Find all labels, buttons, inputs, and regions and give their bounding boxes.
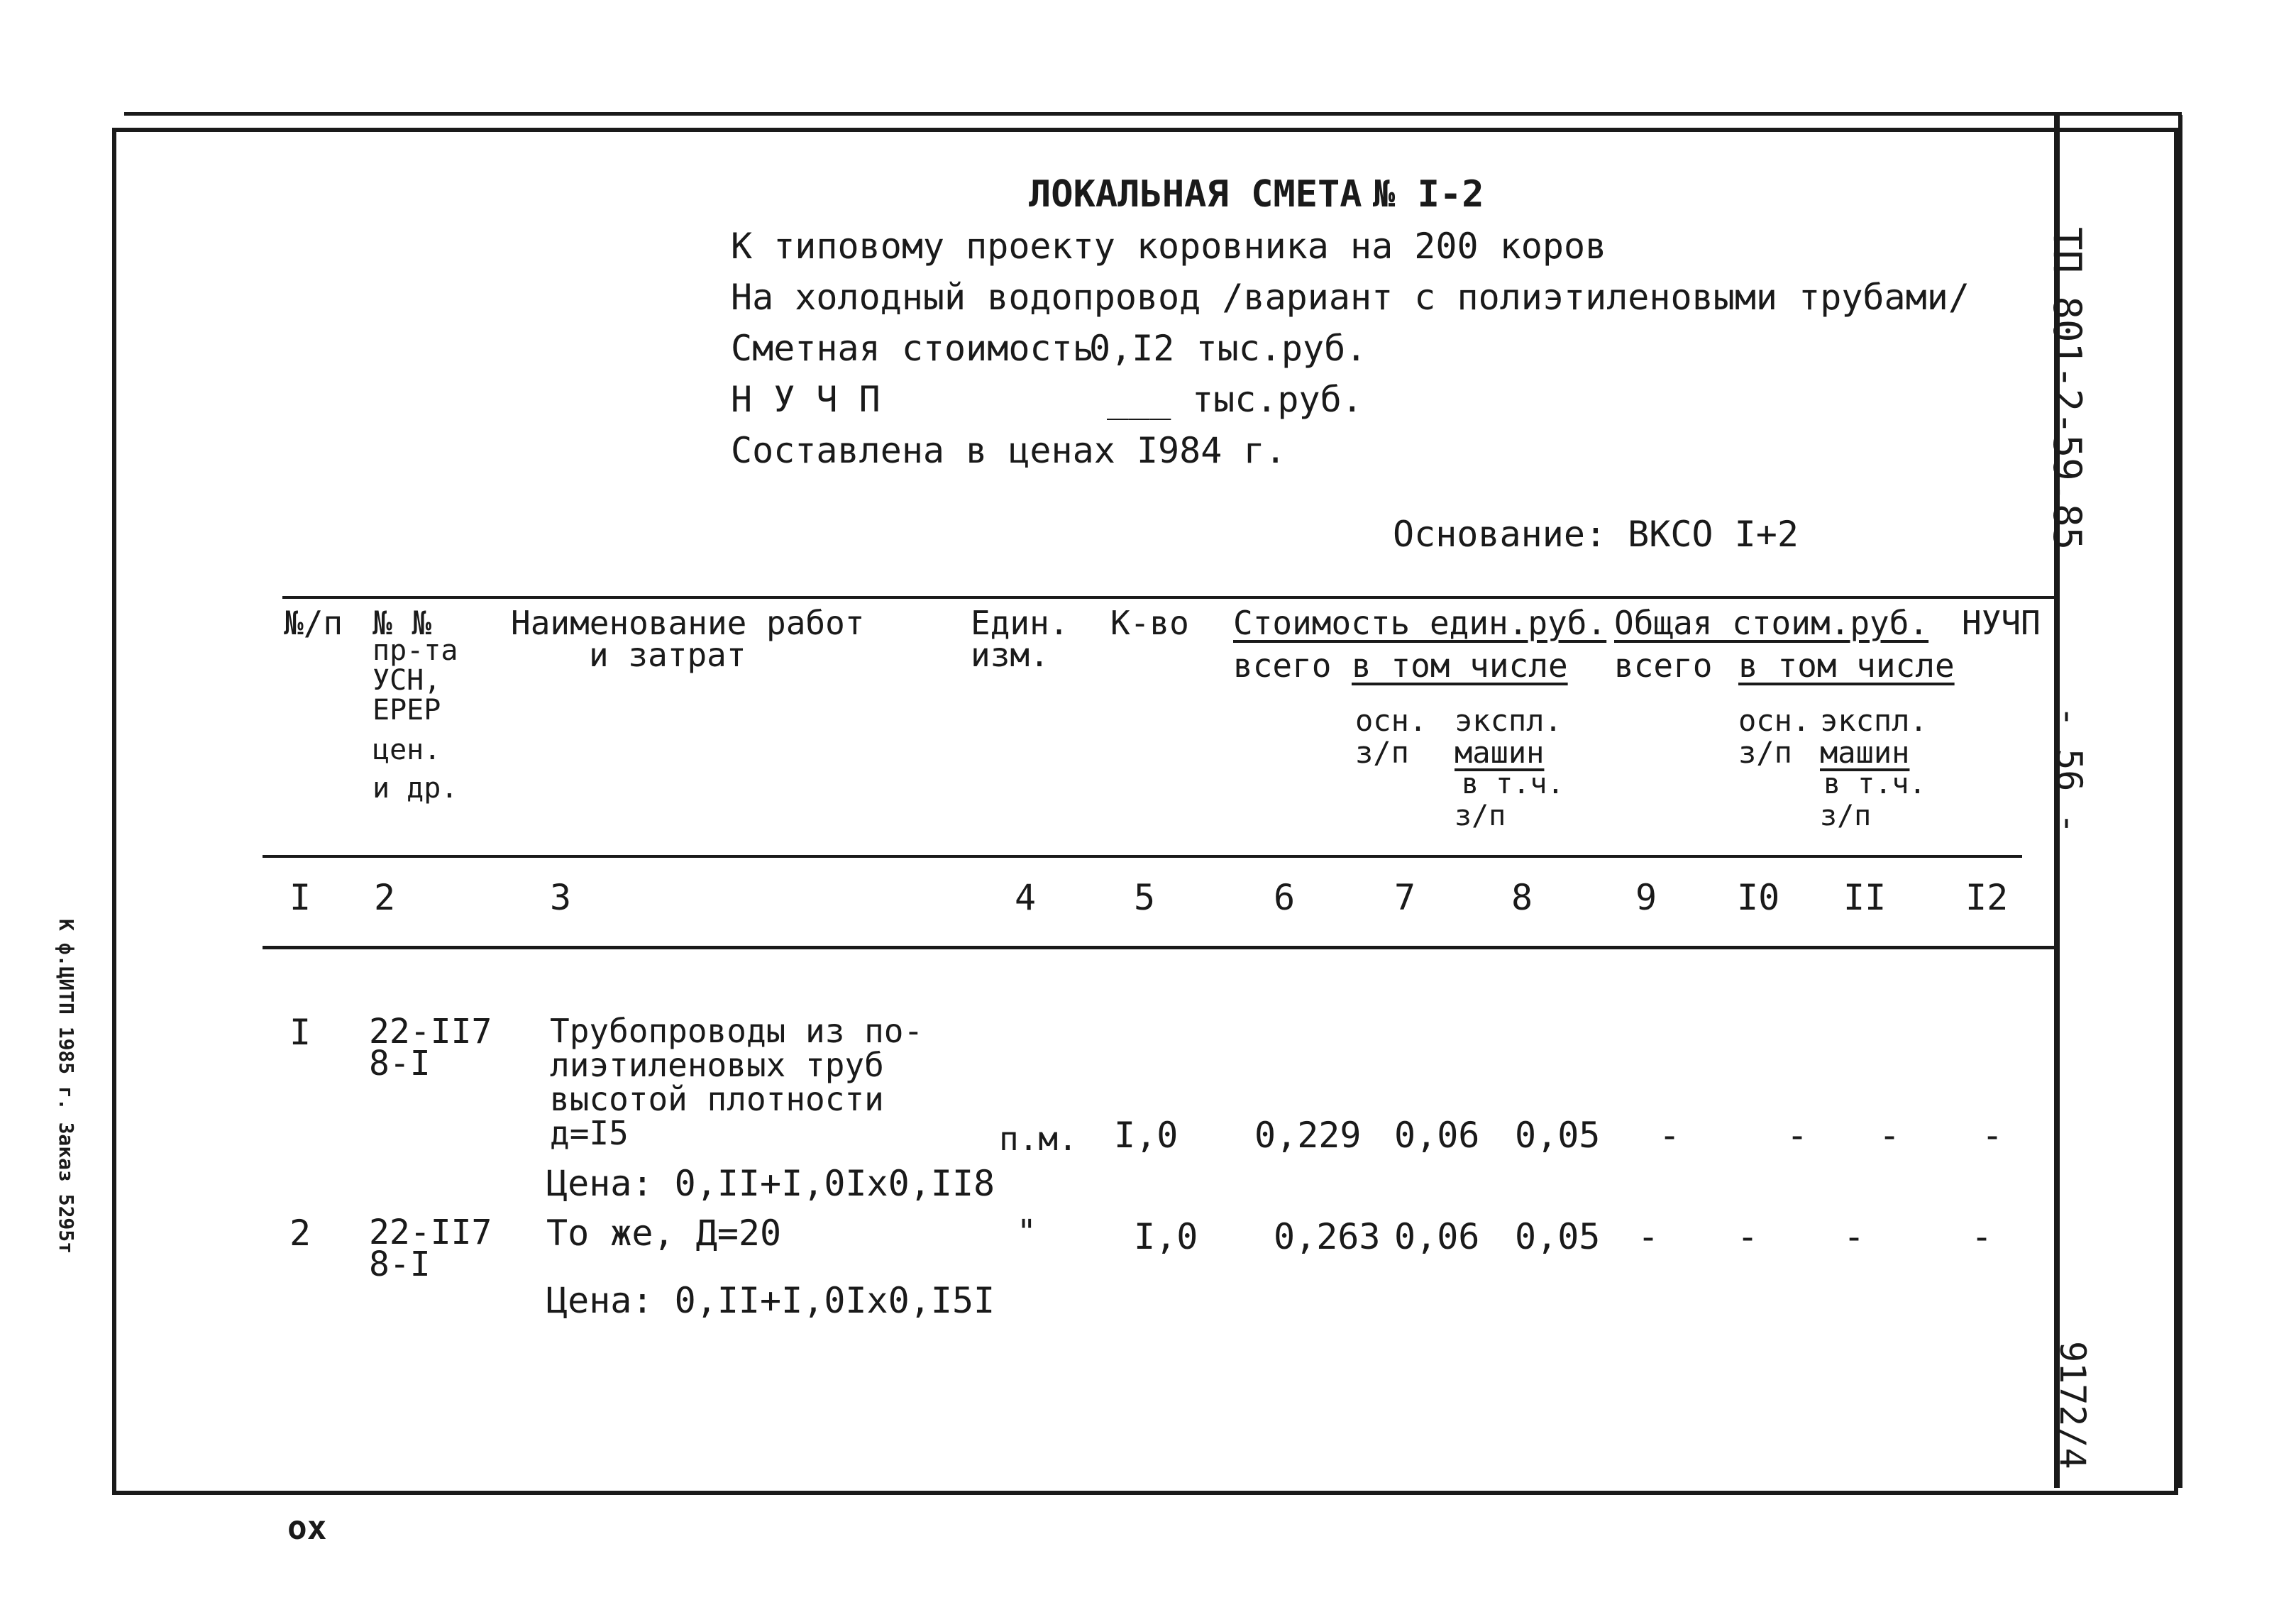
left-margin-imprint: К ф.ЦИТП 1985 г. Заказ 5295т (55, 919, 78, 1254)
total-osn-heading-b: з/п (1738, 735, 1792, 770)
total-mach-heading-b: машин (1820, 735, 1910, 770)
estimate-title: ЛОКАЛЬНАЯ СМЕТА (1029, 173, 1362, 216)
total-mach-heading-d: з/п (1820, 800, 1872, 832)
col-head-2-b: пр-та (372, 634, 458, 667)
row1-name-a: Трубопроводы из по- (550, 1012, 924, 1050)
row1-c10: - (1787, 1115, 1809, 1156)
col-number: 8 (1511, 877, 1533, 918)
col-number: I0 (1737, 877, 1780, 918)
row1-name-d: д=I5 (550, 1114, 629, 1152)
header-line-4-label: Н У Ч П (731, 379, 881, 420)
unit-cost-total-heading: всего (1233, 646, 1332, 685)
col-number: 2 (374, 877, 396, 918)
row1-code-b: 8-I (369, 1044, 431, 1083)
row2-price: Цена: 0,II+I,0Ix0,I5I (546, 1280, 995, 1321)
row2-mach: 0,05 (1515, 1216, 1601, 1257)
bottom-mark: ох (287, 1508, 327, 1547)
header-line-1: К типовому проекту коровника на 200 коров (731, 226, 1607, 267)
col-head-4-b: изм. (971, 636, 1049, 674)
col-head-2-d: ЕРЕР (372, 694, 441, 727)
col-number: 6 (1274, 877, 1296, 918)
unit-cost-incl-heading: в том числе (1352, 646, 1568, 685)
page-number-stamp: - 56 - (2048, 706, 2090, 834)
header-line-2: На холодный водопровод /вариант с полиэтиленовыми трубами/ (731, 277, 1970, 318)
header-top-rule (282, 596, 2056, 599)
col-number: 5 (1134, 877, 1156, 918)
col-head-2-a: № № (372, 604, 432, 642)
row1-qty: I,0 (1114, 1115, 1179, 1156)
row1-c9: - (1659, 1115, 1681, 1156)
row1-name-c: высотой плотности (550, 1080, 884, 1118)
col-number: II (1843, 877, 1887, 918)
col-number: 4 (1015, 877, 1037, 918)
col-head-3-a: Наименование работ (511, 604, 865, 642)
unit-osn-heading-b: з/п (1355, 735, 1409, 770)
unit-mach-heading-b: машин (1455, 735, 1545, 770)
col-numbers-rule (263, 946, 2058, 949)
col-head-12: НУЧП (1962, 604, 2041, 642)
row1-price: Цена: 0,II+I,0Ix0,II8 (546, 1163, 995, 1204)
unit-cost-group-heading: Стоимость един.руб. (1233, 604, 1607, 642)
row2-name: То же, Д=20 (546, 1213, 782, 1254)
row2-total: 0,263 (1274, 1216, 1381, 1257)
row1-name-b: лиэтиленовых труб (550, 1046, 884, 1084)
unit-osn-heading-a: осн. (1355, 703, 1428, 738)
col-head-1: №/п (284, 604, 343, 642)
header-line-4-blank: ___ (1107, 379, 1171, 420)
header-line-5: Составлена в ценах I984 г. (731, 430, 1286, 471)
row1-code-a: 22-II7 (369, 1012, 492, 1052)
unit-mach-heading-a: экспл. (1455, 703, 1562, 738)
estimate-number: № I-2 (1373, 173, 1484, 216)
total-cost-total-heading: всего (1614, 646, 1713, 685)
col-head-2-f: и др. (372, 772, 458, 805)
header-line-3-value: 0,I2 тыс.руб. (1089, 328, 1367, 369)
row1-total: 0,229 (1254, 1115, 1362, 1156)
col-number: I (289, 877, 311, 918)
unit-mach-heading-c: в т.ч. (1462, 768, 1564, 800)
col-number: 3 (550, 877, 572, 918)
stamp-right-edge (2178, 115, 2182, 1488)
row1-unit: п.м. (999, 1120, 1078, 1158)
header-line-3-label: Сметная стоимость (731, 328, 1094, 369)
unit-mach-heading-d: з/п (1455, 800, 1506, 832)
row2-unit: " (1017, 1213, 1037, 1251)
col-head-2-e: цен. (372, 734, 441, 766)
basis-line: Основание: ВКСО I+2 (1393, 514, 1799, 555)
row1-number: I (289, 1012, 311, 1053)
total-osn-heading-a: осн. (1738, 703, 1811, 738)
row2-c12: - (1971, 1216, 1993, 1257)
col-number: 7 (1394, 877, 1416, 918)
total-cost-incl-heading: в том числе (1738, 646, 1955, 685)
total-mach-heading-c: в т.ч. (1823, 768, 1926, 800)
row2-c9: - (1638, 1216, 1660, 1257)
row2-c11: - (1843, 1216, 1865, 1257)
row1-c11: - (1879, 1115, 1901, 1156)
row2-code-b: 8-I (369, 1245, 431, 1284)
col-head-3-b: и затрат (589, 636, 746, 674)
total-cost-group-heading: Общая стоим.руб. (1614, 604, 1929, 642)
row1-mach: 0,05 (1515, 1115, 1601, 1156)
header-line-4-unit: тыс.руб. (1192, 379, 1363, 420)
row2-osn: 0,06 (1394, 1216, 1480, 1257)
col-head-5: К-во (1110, 604, 1189, 642)
row2-number: 2 (289, 1213, 311, 1254)
row2-code-a: 22-II7 (369, 1213, 492, 1252)
col-head-2-c: УСН, (372, 664, 441, 697)
row2-qty: I,0 (1134, 1216, 1198, 1257)
col-number: I2 (1965, 877, 2009, 918)
row1-c12: - (1982, 1115, 2004, 1156)
doc-number-stamp: 9172/4 (2052, 1341, 2093, 1469)
total-mach-heading-a: экспл. (1820, 703, 1928, 738)
row1-osn: 0,06 (1394, 1115, 1480, 1156)
col-number: 9 (1635, 877, 1657, 918)
col-head-4-a: Един. (971, 604, 1069, 642)
row2-c10: - (1737, 1216, 1759, 1257)
header-bottom-rule (263, 855, 2022, 858)
project-code-stamp: ТП 801-2-59.85 (2045, 227, 2090, 551)
